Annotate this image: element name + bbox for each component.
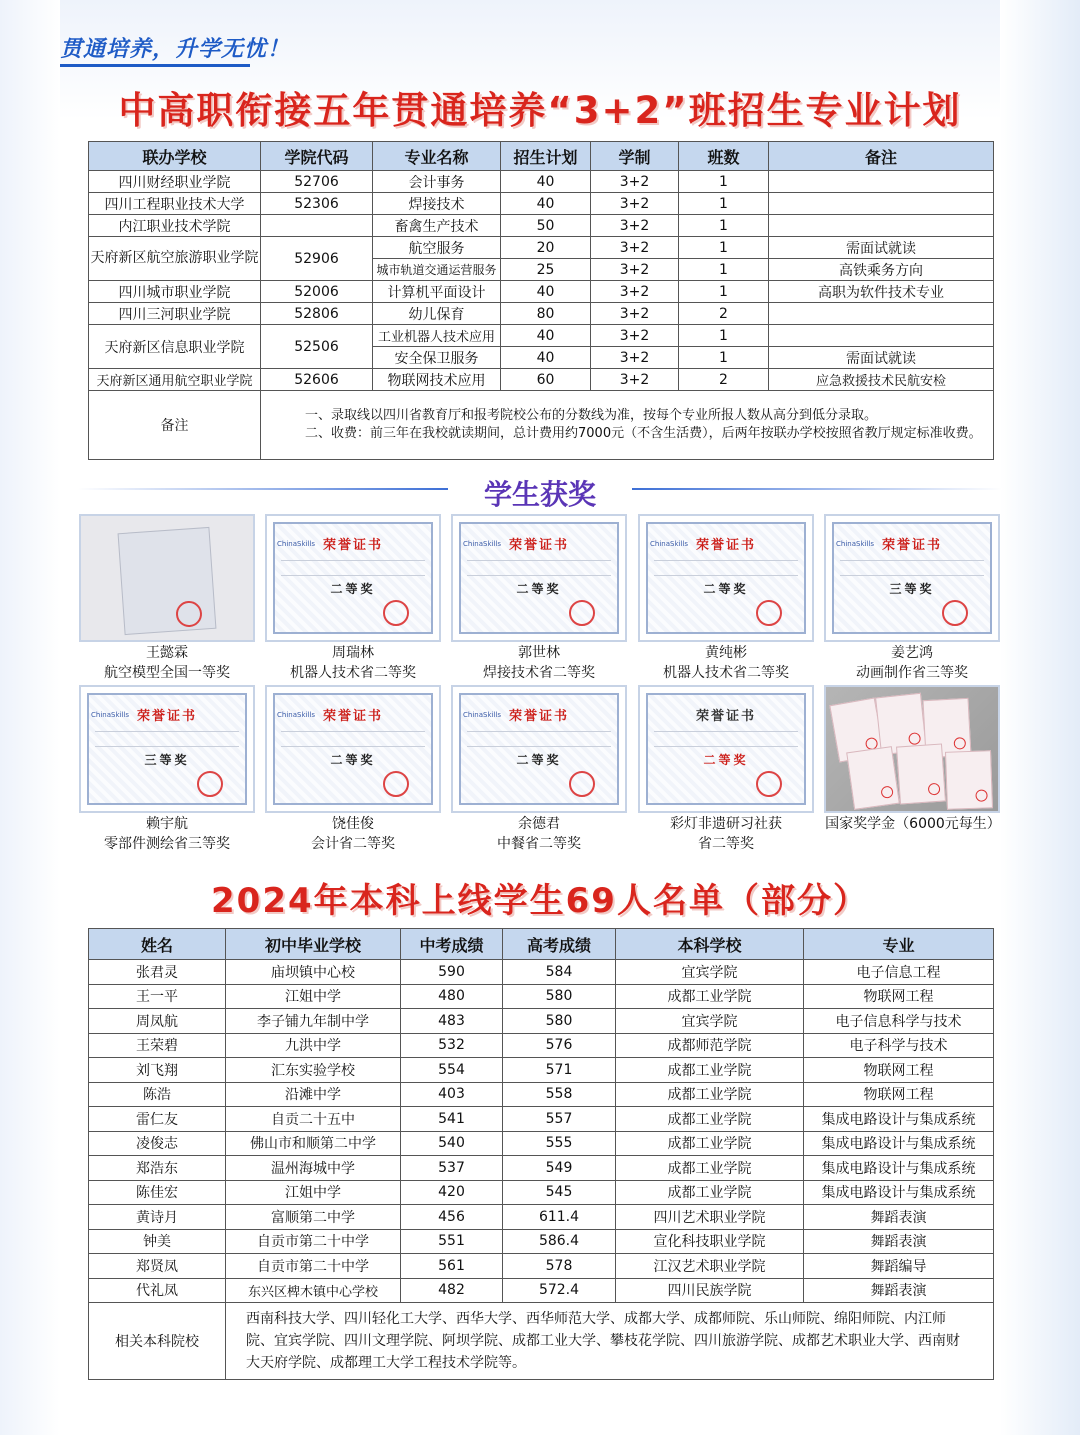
major-cell: 集成电路设计与集成系统 [804, 1156, 994, 1181]
award-desc: 机器人技术省二等奖 [290, 665, 416, 681]
major-cell: 物联网工程 [804, 984, 994, 1009]
middle-school-cell: 东兴区椑木镇中心学校 [226, 1278, 401, 1303]
certificate-prize: 二等奖 [330, 753, 376, 767]
zhongkao-cell: 551 [401, 1229, 503, 1254]
table-row [89, 193, 994, 215]
system-cell: 3+2 [591, 193, 679, 215]
code-cell: 52606 [261, 369, 373, 391]
certificate-prize: 二等奖 [516, 753, 562, 767]
column-header: 联办学校 [89, 142, 261, 171]
zhongkao-cell: 532 [401, 1033, 503, 1058]
award-name: 王懿霖 [146, 645, 188, 661]
classes-cell: 1 [679, 237, 769, 259]
seal-icon [975, 789, 987, 801]
zhongkao-cell: 403 [401, 1082, 503, 1107]
classes-cell: 2 [679, 369, 769, 391]
system-cell: 3+2 [591, 303, 679, 325]
table-row [89, 325, 994, 347]
award-card [824, 514, 1000, 682]
zhongkao-cell: 540 [401, 1131, 503, 1156]
name-cell: 陈佳宏 [89, 1180, 226, 1205]
code-cell: 52006 [261, 281, 373, 303]
award-desc: 动画制作省三等奖 [856, 665, 968, 681]
certificate-image [79, 514, 255, 642]
award-card [451, 514, 627, 682]
brand-logo: ChinaSkills [463, 540, 501, 548]
gaokao-cell: 557 [503, 1107, 616, 1132]
column-header: 学院代码 [261, 142, 373, 171]
major-cell: 集成电路设计与集成系统 [804, 1131, 994, 1156]
table-row [89, 215, 994, 237]
certificate-image [638, 514, 814, 642]
award-card [79, 514, 255, 682]
zhongkao-cell: 537 [401, 1156, 503, 1181]
certificate-image [79, 685, 255, 813]
certificate-heading: 荣誉证书 [322, 709, 383, 724]
name-cell: 代礼凤 [89, 1278, 226, 1303]
certificate-prize: 三等奖 [144, 753, 190, 767]
award-name: 彩灯非遗研习社获 [670, 816, 782, 832]
zhongkao-cell: 480 [401, 984, 503, 1009]
university-cell: 宜宾学院 [616, 960, 804, 985]
certificate-prize: 二等奖 [330, 582, 376, 596]
school-cell: 四川工程职业技术大学 [89, 193, 261, 215]
certificate-image [638, 685, 814, 813]
plan-cell: 40 [501, 281, 591, 303]
university-cell: 宣化科技职业学院 [616, 1229, 804, 1254]
gaokao-cell: 580 [503, 1009, 616, 1034]
table-row [89, 369, 994, 391]
plan-cell: 40 [501, 193, 591, 215]
column-header: 招生计划 [501, 142, 591, 171]
table-row [89, 1229, 994, 1254]
classes-cell: 1 [679, 325, 769, 347]
university-cell: 宜宾学院 [616, 1009, 804, 1034]
award-desc: 焊接技术省二等奖 [483, 665, 595, 681]
note-cell [769, 325, 994, 347]
brand-logo: ChinaSkills [650, 540, 688, 548]
brand-logo: ChinaSkills [91, 711, 129, 719]
certificate-heading: 荣誉证书 [695, 709, 756, 724]
footnote-line: 二、收费：前三年在我校就读期间，总计费用约7000元（不含生活费），后两年按联办学校按照省教厅规定标准收费。 [305, 426, 982, 441]
zhongkao-cell: 482 [401, 1278, 503, 1303]
table-row [89, 960, 994, 985]
table-header-row [89, 929, 994, 960]
footnote-text [261, 391, 994, 460]
scholarship-photo [824, 685, 1000, 813]
award-desc: 零部件测绘省三等奖 [104, 836, 230, 852]
gaokao-cell: 584 [503, 960, 616, 985]
middle-school-cell: 沿滩中学 [226, 1082, 401, 1107]
award-desc: 中餐省二等奖 [497, 836, 581, 852]
certificate-image [265, 514, 441, 642]
classes-cell: 1 [679, 171, 769, 193]
school-cell: 天府新区航空旅游职业学院 [89, 237, 261, 281]
certificate-prize: 二等奖 [516, 582, 562, 596]
classes-cell: 1 [679, 193, 769, 215]
major-cell: 电子信息工程 [804, 960, 994, 985]
table-row [89, 1058, 994, 1083]
column-header: 专业 [804, 929, 994, 960]
major-cell: 幼儿保育 [373, 303, 501, 325]
certificate-image [451, 685, 627, 813]
major-cell: 舞蹈编导 [804, 1254, 994, 1279]
certificate-prize: 二等奖 [703, 753, 749, 767]
certificate-image [824, 514, 1000, 642]
certificate-body [281, 560, 425, 576]
footnote-line: 一、录取线以四川省教育厅和报考院校公布的分数线为准，按每个专业所报人数从高分到低分录取。 [305, 408, 878, 423]
university-cell: 成都工业学院 [616, 1131, 804, 1156]
brand-logo: ChinaSkills [277, 711, 315, 719]
zhongkao-cell: 590 [401, 960, 503, 985]
major-cell: 物联网技术应用 [373, 369, 501, 391]
note-cell [769, 193, 994, 215]
classes-cell: 1 [679, 347, 769, 369]
certificate-body [654, 731, 798, 747]
slogan-underline [60, 64, 250, 67]
table-row [89, 1205, 994, 1230]
certificate-body [467, 731, 611, 747]
school-cell: 天府新区通用航空职业学院 [89, 369, 261, 391]
seal-icon [880, 785, 894, 799]
name-cell: 刘飞翔 [89, 1058, 226, 1083]
gaokao-cell: 576 [503, 1033, 616, 1058]
table-footer-row [89, 1303, 994, 1380]
middle-school-cell: 佛山市和顺第二中学 [226, 1131, 401, 1156]
certificate-body [840, 560, 984, 576]
university-cell: 成都师范学院 [616, 1033, 804, 1058]
award-card [638, 514, 814, 682]
award-name: 姜艺鸿 [891, 645, 933, 661]
middle-school-cell: 李子铺九年制中学 [226, 1009, 401, 1034]
column-header: 中考成绩 [401, 929, 503, 960]
middle-school-cell: 自贡市第二十中学 [226, 1254, 401, 1279]
name-cell: 郑贤凤 [89, 1254, 226, 1279]
seal-icon [908, 732, 921, 745]
major-cell: 会计事务 [373, 171, 501, 193]
name-cell: 王一平 [89, 984, 226, 1009]
award-desc: 省二等奖 [698, 836, 754, 852]
middle-school-cell: 自贡市第二十中学 [226, 1229, 401, 1254]
certificate-image [451, 514, 627, 642]
name-cell: 郑浩东 [89, 1156, 226, 1181]
plan-title: 中高职衔接五年贯通培养“3+2”班招生专业计划 [118, 89, 962, 132]
major-cell: 航空服务 [373, 237, 501, 259]
enrollment-plan-table [88, 141, 994, 460]
seal-icon [383, 600, 409, 626]
column-header: 本科学校 [616, 929, 804, 960]
column-header: 专业名称 [373, 142, 501, 171]
classes-cell: 1 [679, 259, 769, 281]
seal-icon [928, 783, 941, 796]
note-cell: 高铁乘务方向 [769, 259, 994, 281]
award-name: 赖宇航 [146, 816, 188, 832]
name-cell: 王荣碧 [89, 1033, 226, 1058]
major-cell: 畜禽生产技术 [373, 215, 501, 237]
gaokao-cell: 572.4 [503, 1278, 616, 1303]
column-header: 备注 [769, 142, 994, 171]
university-cell: 成都工业学院 [616, 1082, 804, 1107]
certificate-image [265, 685, 441, 813]
seal-icon [569, 771, 595, 797]
school-cell: 四川城市职业学院 [89, 281, 261, 303]
university-cell: 江汉艺术职业学院 [616, 1254, 804, 1279]
column-header: 班数 [679, 142, 769, 171]
zhongkao-cell: 554 [401, 1058, 503, 1083]
system-cell: 3+2 [591, 325, 679, 347]
certificate-paper [846, 746, 900, 810]
award-name: 饶佳俊 [332, 816, 374, 832]
code-cell [261, 215, 373, 237]
system-cell: 3+2 [591, 281, 679, 303]
gaokao-cell: 545 [503, 1180, 616, 1205]
table-row [89, 171, 994, 193]
related-universities-text: 西南科技大学、四川轻化工大学、西华大学、西华师范大学、成都大学、成都师院、乐山师院、绵阳师院、内江师院、宜宾学院、四川文理学院、阿坝学院、成都工业大学、攀枝花学院、四川旅游学院、成都艺术职业大学、西南财大天府学院、成都理工大学工程技术学院等。 [226, 1303, 994, 1380]
gaokao-cell: 571 [503, 1058, 616, 1083]
code-cell: 52306 [261, 193, 373, 215]
major-cell: 物联网工程 [804, 1082, 994, 1107]
zhongkao-cell: 483 [401, 1009, 503, 1034]
school-cell: 内江职业技术学院 [89, 215, 261, 237]
certificate-heading: 荣誉证书 [322, 538, 383, 553]
certificate-heading: 荣誉证书 [695, 538, 756, 553]
middle-school-cell: 江姐中学 [226, 984, 401, 1009]
seal-icon [756, 771, 782, 797]
admitted-students-table [88, 928, 994, 1380]
middle-school-cell: 温州海城中学 [226, 1156, 401, 1181]
award-name: 郭世林 [518, 645, 560, 661]
award-card [824, 685, 1000, 833]
table-row [89, 303, 994, 325]
award-name: 黄纯彬 [705, 645, 747, 661]
classes-cell: 2 [679, 303, 769, 325]
column-header: 姓名 [89, 929, 226, 960]
major-cell: 集成电路设计与集成系统 [804, 1107, 994, 1132]
certificate-prize: 二等奖 [703, 582, 749, 596]
certificate-heading: 荣誉证书 [508, 709, 569, 724]
major-cell: 计算机平面设计 [373, 281, 501, 303]
award-desc: 机器人技术省二等奖 [663, 665, 789, 681]
certificate-body [654, 560, 798, 576]
gaokao-cell: 578 [503, 1254, 616, 1279]
system-cell: 3+2 [591, 171, 679, 193]
slogan: 贯通培养，升学无忧！ [60, 37, 291, 62]
table-row [89, 1082, 994, 1107]
school-cell: 四川财经职业学院 [89, 171, 261, 193]
certificate-heading: 荣誉证书 [136, 709, 197, 724]
university-cell: 成都工业学院 [616, 984, 804, 1009]
table-header-row [89, 142, 994, 171]
gaokao-cell: 611.4 [503, 1205, 616, 1230]
table-row [89, 1278, 994, 1303]
major-cell: 安全保卫服务 [373, 347, 501, 369]
table-row [89, 1131, 994, 1156]
award-name: 余德君 [518, 816, 560, 832]
certificate-paper [945, 750, 993, 810]
column-header: 初中毕业学校 [226, 929, 401, 960]
award-card [79, 685, 255, 853]
middle-school-cell: 庙坝镇中心校 [226, 960, 401, 985]
certificate-heading: 荣誉证书 [881, 538, 942, 553]
major-cell: 舞蹈表演 [804, 1278, 994, 1303]
award-name: 周瑞林 [332, 645, 374, 661]
middle-school-cell: 江姐中学 [226, 1180, 401, 1205]
gaokao-cell: 549 [503, 1156, 616, 1181]
name-cell: 黄诗月 [89, 1205, 226, 1230]
name-cell: 凌俊志 [89, 1131, 226, 1156]
school-cell: 天府新区信息职业学院 [89, 325, 261, 369]
certificate-paper [896, 743, 946, 804]
certificate-body [95, 731, 239, 747]
table-footnote-row [89, 391, 994, 460]
system-cell: 3+2 [591, 215, 679, 237]
university-cell: 成都工业学院 [616, 1058, 804, 1083]
plan-cell: 40 [501, 325, 591, 347]
seal-icon [954, 737, 967, 750]
table-row [89, 1180, 994, 1205]
table-row [89, 237, 994, 259]
award-card [451, 685, 627, 853]
award-card [265, 514, 441, 682]
zhongkao-cell: 541 [401, 1107, 503, 1132]
zhongkao-cell: 561 [401, 1254, 503, 1279]
table-row [89, 1107, 994, 1132]
major-cell: 城市轨道交通运营服务 [373, 259, 501, 281]
awards-title: 学生获奖 [483, 478, 596, 511]
note-cell: 需面试就读 [769, 237, 994, 259]
major-cell: 电子科学与技术 [804, 1033, 994, 1058]
note-cell [769, 215, 994, 237]
table-row [89, 1156, 994, 1181]
major-cell: 焊接技术 [373, 193, 501, 215]
gaokao-cell: 586.4 [503, 1229, 616, 1254]
seal-icon [942, 600, 968, 626]
code-cell: 52906 [261, 237, 373, 281]
system-cell: 3+2 [591, 369, 679, 391]
plan-cell: 60 [501, 369, 591, 391]
gaokao-cell: 558 [503, 1082, 616, 1107]
table-row [89, 984, 994, 1009]
classes-cell: 1 [679, 281, 769, 303]
certificate-prize: 三等奖 [889, 582, 935, 596]
brand-logo: ChinaSkills [277, 540, 315, 548]
plan-cell: 25 [501, 259, 591, 281]
plan-cell: 40 [501, 347, 591, 369]
award-card [638, 685, 814, 853]
column-header: 高考成绩 [503, 929, 616, 960]
code-cell: 52706 [261, 171, 373, 193]
name-cell: 陈浩 [89, 1082, 226, 1107]
school-cell: 四川三河职业学院 [89, 303, 261, 325]
note-cell: 高职为软件技术专业 [769, 281, 994, 303]
certificate-heading: 荣誉证书 [508, 538, 569, 553]
middle-school-cell: 富顺第二中学 [226, 1205, 401, 1230]
brand-logo: ChinaSkills [463, 711, 501, 719]
note-cell: 需面试就读 [769, 347, 994, 369]
award-desc: 航空模型全国一等奖 [104, 665, 230, 681]
name-cell: 钟美 [89, 1229, 226, 1254]
gaokao-cell: 555 [503, 1131, 616, 1156]
certificate-booklet [118, 527, 217, 635]
major-cell: 舞蹈表演 [804, 1229, 994, 1254]
middle-school-cell: 汇东实验学校 [226, 1058, 401, 1083]
table-row [89, 1033, 994, 1058]
system-cell: 3+2 [591, 237, 679, 259]
university-cell: 四川艺术职业学院 [616, 1205, 804, 1230]
table-row [89, 1009, 994, 1034]
note-cell: 应急救援技术民航安检 [769, 369, 994, 391]
note-cell [769, 303, 994, 325]
divider-line [632, 488, 1002, 490]
list-title: 2024年本科上线学生69人名单（部分） [211, 881, 869, 921]
table-row [89, 1254, 994, 1279]
seal-icon [383, 771, 409, 797]
certificate-body [281, 731, 425, 747]
major-cell: 舞蹈表演 [804, 1205, 994, 1230]
university-cell: 成都工业学院 [616, 1156, 804, 1181]
university-cell: 四川民族学院 [616, 1278, 804, 1303]
award-card [265, 685, 441, 853]
code-cell: 52506 [261, 325, 373, 369]
major-cell: 集成电路设计与集成系统 [804, 1180, 994, 1205]
major-cell: 电子信息科学与技术 [804, 1009, 994, 1034]
name-cell: 雷仁友 [89, 1107, 226, 1132]
right-background [1000, 0, 1080, 1435]
note-cell [769, 171, 994, 193]
name-cell: 张君灵 [89, 960, 226, 985]
plan-cell: 50 [501, 215, 591, 237]
system-cell: 3+2 [591, 347, 679, 369]
footnote-label: 备注 [89, 391, 261, 460]
code-cell: 52806 [261, 303, 373, 325]
table-row [89, 281, 994, 303]
certificate-body [467, 560, 611, 576]
seal-icon [197, 771, 223, 797]
classes-cell: 1 [679, 215, 769, 237]
name-cell: 周凤航 [89, 1009, 226, 1034]
system-cell: 3+2 [591, 259, 679, 281]
university-cell: 成都工业学院 [616, 1180, 804, 1205]
university-cell: 成都工业学院 [616, 1107, 804, 1132]
left-background [0, 0, 60, 1435]
brand-logo: ChinaSkills [836, 540, 874, 548]
plan-cell: 80 [501, 303, 591, 325]
middle-school-cell: 九洪中学 [226, 1033, 401, 1058]
major-cell: 工业机器人技术应用 [373, 325, 501, 347]
middle-school-cell: 自贡二十五中 [226, 1107, 401, 1132]
plan-cell: 20 [501, 237, 591, 259]
major-cell: 物联网工程 [804, 1058, 994, 1083]
column-header: 学制 [591, 142, 679, 171]
zhongkao-cell: 420 [401, 1180, 503, 1205]
seal-icon [756, 600, 782, 626]
award-desc: 会计省二等奖 [311, 836, 395, 852]
plan-cell: 40 [501, 171, 591, 193]
gaokao-cell: 580 [503, 984, 616, 1009]
seal-icon [569, 600, 595, 626]
related-universities-label: 相关本科院校 [89, 1303, 226, 1380]
zhongkao-cell: 456 [401, 1205, 503, 1230]
award-name: 国家奖学金（6000元每生） [825, 816, 1001, 832]
